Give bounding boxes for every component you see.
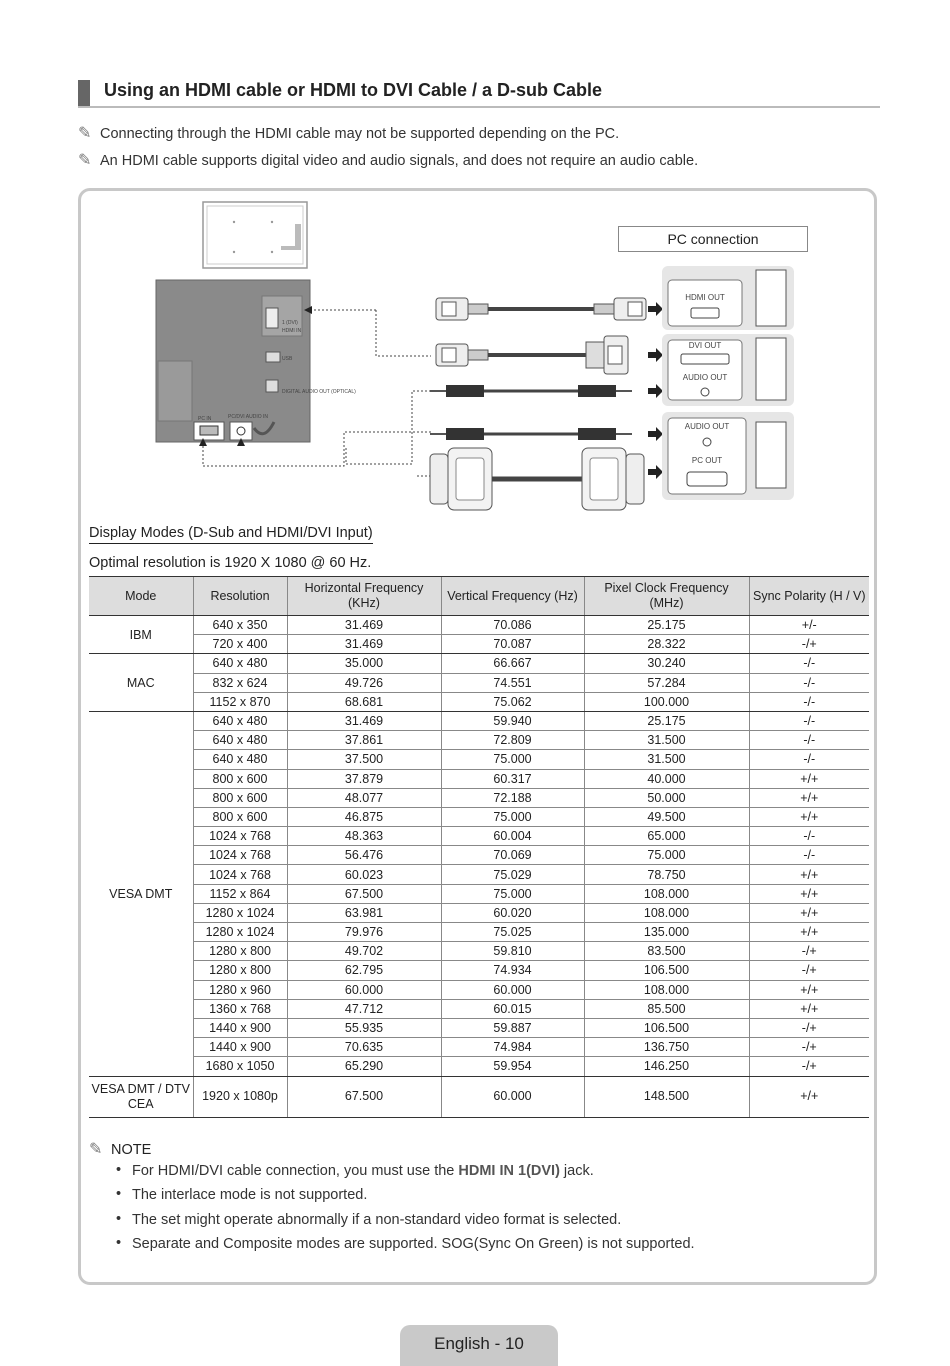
sync-cell: -/+ <box>749 961 869 980</box>
pencil-icon: ✎ <box>78 152 92 169</box>
table-header-row <box>89 577 869 616</box>
note-heading-text: NOTE <box>111 1142 152 1158</box>
sync-cell: -/+ <box>749 635 869 654</box>
table-row <box>89 923 869 942</box>
pc-hdmi-box <box>662 266 794 330</box>
note-item-1-pre: For HDMI/DVI cable connection, you must use the <box>132 1163 459 1179</box>
resolution-cell: 1280 x 800 <box>193 961 287 980</box>
sync-cell: -/+ <box>749 942 869 961</box>
resolution-cell: 640 x 480 <box>193 731 287 750</box>
resolution-cell: 1152 x 864 <box>193 884 287 903</box>
table-row <box>89 980 869 999</box>
pclock-cell: 108.000 <box>584 903 749 922</box>
table-row <box>89 731 869 750</box>
mode-cell: IBM <box>89 616 193 654</box>
table-row <box>89 654 869 673</box>
table-row <box>89 961 869 980</box>
vfreq-cell: 60.000 <box>441 1076 584 1117</box>
audio-out-label-1: AUDIO OUT <box>682 373 728 382</box>
sync-cell: -/+ <box>749 1038 869 1057</box>
mode-cell: VESA DMT <box>89 711 193 1076</box>
sync-cell: +/+ <box>749 769 869 788</box>
vfreq-cell: 66.667 <box>441 654 584 673</box>
sync-cell: +/+ <box>749 884 869 903</box>
audio-cable-1 <box>430 385 632 397</box>
hfreq-cell: 65.290 <box>287 1057 441 1076</box>
pc-dvi-box <box>662 334 794 406</box>
hfreq-cell: 31.469 <box>287 711 441 730</box>
hfreq-cell: 56.476 <box>287 846 441 865</box>
resolution-cell: 1360 x 768 <box>193 999 287 1018</box>
vfreq-cell: 75.029 <box>441 865 584 884</box>
table-row <box>89 903 869 922</box>
vfreq-cell: 59.940 <box>441 711 584 730</box>
header-pclock-line1: Pixel Clock Frequency <box>604 581 729 595</box>
hfreq-cell: 63.981 <box>287 903 441 922</box>
pclock-cell: 135.000 <box>584 923 749 942</box>
hdmi-out-label: HDMI OUT <box>685 293 725 302</box>
pclock-cell: 65.000 <box>584 827 749 846</box>
vfreq-cell: 59.954 <box>441 1057 584 1076</box>
hdmi-cable <box>436 298 646 320</box>
display-modes-table <box>89 576 869 1118</box>
hfreq-cell: 67.500 <box>287 1076 441 1117</box>
dvi-out-label: DVI OUT <box>688 341 722 350</box>
pc-arrows <box>648 302 663 479</box>
table-row <box>89 711 869 730</box>
sync-cell: -/+ <box>749 1057 869 1076</box>
pclock-cell: 100.000 <box>584 692 749 711</box>
sync-cell: +/+ <box>749 903 869 922</box>
pclock-cell: 146.250 <box>584 1057 749 1076</box>
pclock-cell: 31.500 <box>584 731 749 750</box>
resolution-cell: 1280 x 960 <box>193 980 287 999</box>
hfreq-cell: 31.469 <box>287 616 441 635</box>
resolution-cell: 1024 x 768 <box>193 846 287 865</box>
sync-cell: -/- <box>749 827 869 846</box>
note-item: • The set might operate abnormally if a non-standard video format is selected. <box>116 1212 695 1236</box>
pclock-cell: 25.175 <box>584 711 749 730</box>
display-modes-title: Display Modes (D-Sub and HDMI/DVI Input) <box>89 525 373 544</box>
resolution-cell: 800 x 600 <box>193 769 287 788</box>
vfreq-cell: 70.087 <box>441 635 584 654</box>
vfreq-cell: 72.188 <box>441 788 584 807</box>
pclock-cell: 28.322 <box>584 635 749 654</box>
resolution-cell: 640 x 480 <box>193 750 287 769</box>
hfreq-cell: 37.879 <box>287 769 441 788</box>
hfreq-cell: 37.500 <box>287 750 441 769</box>
sync-cell: -/- <box>749 673 869 692</box>
section-divider <box>78 106 880 108</box>
sync-cell: -/- <box>749 846 869 865</box>
resolution-cell: 1280 x 1024 <box>193 923 287 942</box>
note-item <box>116 1163 695 1187</box>
hfreq-cell: 60.023 <box>287 865 441 884</box>
table-row <box>89 1018 869 1037</box>
audio-cable-2 <box>430 428 632 440</box>
vfreq-cell: 59.810 <box>441 942 584 961</box>
vfreq-cell: 70.069 <box>441 846 584 865</box>
sync-cell: -/+ <box>749 1018 869 1037</box>
pclock-cell: 40.000 <box>584 769 749 788</box>
table-body <box>89 616 869 1118</box>
header-pclock <box>584 577 749 616</box>
vfreq-cell: 74.984 <box>441 1038 584 1057</box>
sync-cell: -/- <box>749 692 869 711</box>
header-resolution: Resolution <box>193 577 287 616</box>
pclock-cell: 106.500 <box>584 1018 749 1037</box>
sync-cell: -/- <box>749 731 869 750</box>
pc-dsub-box <box>662 412 794 500</box>
table-row <box>89 635 869 654</box>
table-row <box>89 942 869 961</box>
resolution-cell: 1680 x 1050 <box>193 1057 287 1076</box>
note-heading <box>89 1139 151 1159</box>
resolution-cell: 1440 x 900 <box>193 1018 287 1037</box>
sync-cell: +/+ <box>749 980 869 999</box>
hfreq-cell: 48.077 <box>287 788 441 807</box>
hfreq-cell: 49.702 <box>287 942 441 961</box>
vfreq-cell: 75.000 <box>441 884 584 903</box>
sync-cell: -/- <box>749 750 869 769</box>
vfreq-cell: 70.086 <box>441 616 584 635</box>
hfreq-cell: 31.469 <box>287 635 441 654</box>
table-row <box>89 1076 869 1117</box>
intro-note-1-text: Connecting through the HDMI cable may not be supported depending on the PC. <box>100 126 620 142</box>
header-sync: Sync Polarity (H / V) <box>749 577 869 616</box>
hfreq-cell: 79.976 <box>287 923 441 942</box>
hdmi-in-label: HDMI IN <box>282 328 302 334</box>
pc-in-label: PC IN <box>198 416 212 422</box>
sync-cell: -/- <box>749 654 869 673</box>
resolution-cell: 640 x 480 <box>193 711 287 730</box>
resolution-cell: 640 x 480 <box>193 654 287 673</box>
audio-out-label-2: AUDIO OUT <box>684 422 730 431</box>
pencil-icon: ✎ <box>89 1141 103 1158</box>
resolution-cell: 1440 x 900 <box>193 1038 287 1057</box>
table-row <box>89 616 869 635</box>
table-row <box>89 865 869 884</box>
sync-cell: +/- <box>749 616 869 635</box>
pclock-cell: 50.000 <box>584 788 749 807</box>
resolution-cell: 1280 x 800 <box>193 942 287 961</box>
mode-cell: MAC <box>89 654 193 712</box>
resolution-cell: 1280 x 1024 <box>193 903 287 922</box>
digital-audio-label: DIGITAL AUDIO OUT (OPTICAL) <box>282 389 356 395</box>
pc-dvi-audio-in-label: PC/DVI AUDIO IN <box>228 414 269 420</box>
pclock-cell: 30.240 <box>584 654 749 673</box>
resolution-cell: 1920 x 1080p <box>193 1076 287 1117</box>
hfreq-cell: 60.000 <box>287 980 441 999</box>
header-hfreq <box>287 577 441 616</box>
sync-cell: +/+ <box>749 999 869 1018</box>
table-row <box>89 884 869 903</box>
vfreq-cell: 75.062 <box>441 692 584 711</box>
usb-label: USB <box>282 356 293 362</box>
pclock-cell: 108.000 <box>584 884 749 903</box>
hfreq-cell: 37.861 <box>287 731 441 750</box>
hfreq-cell: 47.712 <box>287 999 441 1018</box>
table-row <box>89 1038 869 1057</box>
vfreq-cell: 60.020 <box>441 903 584 922</box>
pclock-cell: 106.500 <box>584 961 749 980</box>
resolution-cell: 1152 x 870 <box>193 692 287 711</box>
pclock-cell: 75.000 <box>584 846 749 865</box>
table-row <box>89 692 869 711</box>
vfreq-cell: 75.000 <box>441 807 584 826</box>
section-marker <box>78 80 90 106</box>
table-row <box>89 750 869 769</box>
hdmi-jack-name: HDMI IN 1(DVI) <box>458 1163 560 1179</box>
pc-connection-label: PC connection <box>618 226 808 252</box>
section-title: Using an HDMI cable or HDMI to DVI Cable / a D-sub Cable <box>104 80 603 100</box>
header-vfreq: Vertical Frequency (Hz) <box>441 577 584 616</box>
sync-cell: +/+ <box>749 865 869 884</box>
note-item-1-post: jack. <box>559 1163 594 1179</box>
pclock-cell: 57.284 <box>584 673 749 692</box>
table-row <box>89 846 869 865</box>
pclock-cell: 108.000 <box>584 980 749 999</box>
header-pclock-line2: (MHz) <box>649 596 684 610</box>
page-number-tab: English - 10 <box>400 1325 558 1366</box>
hfreq-cell: 48.363 <box>287 827 441 846</box>
table-row <box>89 788 869 807</box>
hfreq-cell: 49.726 <box>287 673 441 692</box>
tv-front-icon <box>203 202 307 268</box>
pclock-cell: 136.750 <box>584 1038 749 1057</box>
vfreq-cell: 74.551 <box>441 673 584 692</box>
pc-out-label: PC OUT <box>691 456 723 465</box>
pencil-icon: ✎ <box>78 125 92 142</box>
sync-cell: +/+ <box>749 923 869 942</box>
pclock-cell: 49.500 <box>584 807 749 826</box>
pclock-cell: 85.500 <box>584 999 749 1018</box>
note-item: • The interlace mode is not supported. <box>116 1187 695 1211</box>
sync-cell: +/+ <box>749 1076 869 1117</box>
table-row <box>89 673 869 692</box>
pclock-cell: 83.500 <box>584 942 749 961</box>
vfreq-cell: 75.000 <box>441 750 584 769</box>
sync-cell: +/+ <box>749 807 869 826</box>
pclock-cell: 31.500 <box>584 750 749 769</box>
table-row <box>89 1057 869 1076</box>
hfreq-cell: 55.935 <box>287 1018 441 1037</box>
pclock-cell: 148.500 <box>584 1076 749 1117</box>
vfreq-cell: 60.015 <box>441 999 584 1018</box>
hdmi-dvi-cable <box>436 336 628 374</box>
hfreq-cell: 68.681 <box>287 692 441 711</box>
note-list <box>116 1163 695 1260</box>
optimal-resolution-text: Optimal resolution is 1920 X 1080 @ 60 Hz. <box>89 555 372 571</box>
hdmi-in-1-label: 1 (DVI) <box>282 320 298 326</box>
header-hfreq-line2: (KHz) <box>348 596 380 610</box>
resolution-cell: 832 x 624 <box>193 673 287 692</box>
intro-note-2 <box>78 150 698 170</box>
resolution-cell: 1024 x 768 <box>193 865 287 884</box>
table-row <box>89 769 869 788</box>
intro-note-2-text: An HDMI cable supports digital video and audio signals, and does not require an audio cable. <box>100 153 699 169</box>
intro-note-1 <box>78 123 619 143</box>
resolution-cell: 640 x 350 <box>193 616 287 635</box>
table-row <box>89 827 869 846</box>
dsub-cable <box>430 448 644 510</box>
sync-cell: -/- <box>749 711 869 730</box>
resolution-cell: 720 x 400 <box>193 635 287 654</box>
vfreq-cell: 74.934 <box>441 961 584 980</box>
resolution-cell: 1024 x 768 <box>193 827 287 846</box>
pclock-cell: 25.175 <box>584 616 749 635</box>
hfreq-cell: 35.000 <box>287 654 441 673</box>
vfreq-cell: 75.025 <box>441 923 584 942</box>
resolution-cell: 800 x 600 <box>193 807 287 826</box>
hfreq-cell: 70.635 <box>287 1038 441 1057</box>
header-mode: Mode <box>89 577 193 616</box>
vfreq-cell: 60.317 <box>441 769 584 788</box>
vfreq-cell: 60.004 <box>441 827 584 846</box>
table-row <box>89 999 869 1018</box>
pclock-cell: 78.750 <box>584 865 749 884</box>
hfreq-cell: 62.795 <box>287 961 441 980</box>
sync-cell: +/+ <box>749 788 869 807</box>
table-row <box>89 807 869 826</box>
mode-cell: VESA DMT / DTV CEA <box>89 1076 193 1117</box>
vfreq-cell: 59.887 <box>441 1018 584 1037</box>
header-hfreq-line1: Horizontal Frequency <box>304 581 424 595</box>
note-item: • Separate and Composite modes are supported. SOG(Sync On Green) is not supported. <box>116 1236 695 1260</box>
resolution-cell: 800 x 600 <box>193 788 287 807</box>
vfreq-cell: 72.809 <box>441 731 584 750</box>
tv-rear-panel <box>156 280 356 442</box>
vfreq-cell: 60.000 <box>441 980 584 999</box>
hfreq-cell: 46.875 <box>287 807 441 826</box>
hfreq-cell: 67.500 <box>287 884 441 903</box>
